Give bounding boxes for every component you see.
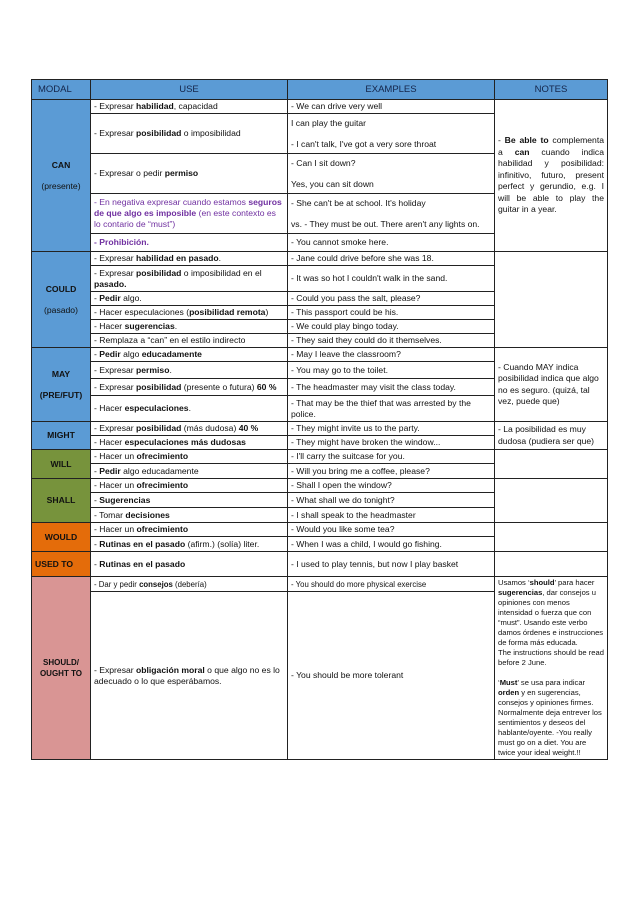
example-cell: - I used to play tennis, but now I play basket — [288, 552, 495, 577]
use-cell: - En negativa expresar cuando estamos seguros de que algo es imposible (en este contexto es lo contario de “must”) — [91, 194, 288, 234]
use-cell: - Hacer especulaciones más dudosas — [91, 436, 288, 450]
header-examples: EXAMPLES — [288, 80, 495, 100]
example-cell: - It was so hot I couldn't walk in the sand. — [288, 266, 495, 292]
example-cell: - They might have broken the window... — [288, 436, 495, 450]
use-cell: - Rutinas en el pasado — [91, 552, 288, 577]
example-cell: I can play the guitar - I can't talk, I've got a very sore throat — [288, 114, 495, 154]
use-cell: - Remplaza a “can” en el estilo indirecto — [91, 334, 288, 348]
use-cell: - Pedir algo. — [91, 292, 288, 306]
use-cell: - Expresar posibilidad o imposibilidad en el pasado. — [91, 266, 288, 292]
use-cell: - Hacer especulaciones. — [91, 396, 288, 422]
modals-table — [31, 79, 608, 760]
example-cell: - We can drive very well — [288, 100, 495, 114]
notes-can: - Be able to complementa a can cuando indica habilidad y posibilidad: infinitivo, futuro, present perfect y gerundio, e.g. I will be able to play the guitar in a year. — [495, 100, 608, 252]
use-cell: - Tomar decisiones — [91, 508, 288, 523]
modal-may-cell — [32, 348, 91, 422]
example-cell: - You cannot smoke here. — [288, 234, 495, 252]
example-cell: - Will you bring me a coffee, please? — [288, 464, 495, 479]
header-modal: MODAL — [32, 80, 91, 100]
example-cell: - Could you pass the salt, please? — [288, 292, 495, 306]
modal-might-cell: MIGHT — [32, 422, 91, 450]
example-cell: - Can I sit down? Yes, you can sit down — [288, 154, 495, 194]
example-cell: - You should do more physical exercise — [288, 577, 495, 592]
table-row — [32, 348, 608, 362]
table-row — [32, 552, 608, 577]
header-notes: NOTES — [495, 80, 608, 100]
example-cell: - You should be more tolerant — [288, 592, 495, 760]
example-cell: - I shall speak to the headmaster — [288, 508, 495, 523]
example-cell: - They might invite us to the party. — [288, 422, 495, 436]
example-cell: - This passport could be his. — [288, 306, 495, 320]
table-row — [32, 450, 608, 464]
notes-may: - Cuando MAY indica posibilidad indica que algo no es seguro. (quizá, tal vez, puede que) — [495, 348, 608, 422]
use-cell: - Hacer especulaciones (posibilidad remota) — [91, 306, 288, 320]
modal-could-cell — [32, 252, 91, 348]
use-cell: - Dar y pedir consejos (debería) — [91, 577, 288, 592]
table-row — [32, 422, 608, 436]
example-cell: - The headmaster may visit the class today. — [288, 379, 495, 396]
notes-might: - La posibilidad es muy dudosa (pudiera ser que) — [495, 422, 608, 450]
example-cell: - Shall I open the window? — [288, 479, 495, 493]
example-cell: - Would you like some tea? — [288, 523, 495, 537]
modal-label: CAN — [51, 159, 71, 170]
example-cell: - That may be the thief that was arrested by the police. — [288, 396, 495, 422]
use-cell: - Expresar habilidad, capacidad — [91, 100, 288, 114]
table-row — [32, 252, 608, 266]
use-cell: - Expresar posibilidad (presente o futura) 60 % — [91, 379, 288, 396]
table-row — [32, 479, 608, 493]
example-cell: - They said they could do it themselves. — [288, 334, 495, 348]
notes-should: Usamos ‘should’ para hacer sugerencias, dar consejos u opiniones con menos intensidad o fuerza que con “must”. Usando este verbo damos órdenes e instrucciones de forma más educada. The instructions should be read before 2 June. ‘Must’ se usa para indicar orden y en sugerencias, consejos y opiniones firmes. Normalmente deja entrever los sentimientos y deseos del hablante/oyente. -You really must go on a diet. You are twice your ideal weight.!! — [495, 577, 608, 760]
use-cell: - Rutinas en el pasado (afirm.) (solía) liter. — [91, 537, 288, 552]
use-cell: - Pedir algo educadamente — [91, 348, 288, 362]
example-cell: - When I was a child, I would go fishing. — [288, 537, 495, 552]
modal-sub: (pasado) — [44, 304, 78, 315]
modal-can-cell — [32, 100, 91, 252]
use-cell: - Expresar habilidad en pasado. — [91, 252, 288, 266]
modal-label: MAY — [51, 368, 71, 379]
example-cell: - She can't be at school. It's holiday vs. - They must be out. There aren't any lights on. — [288, 194, 495, 234]
notes-usedto — [495, 552, 608, 577]
modal-would-cell: WOULD — [32, 523, 91, 552]
use-cell: - Hacer un ofrecimiento — [91, 450, 288, 464]
modal-should-cell: SHOULD/ OUGHT TO — [32, 577, 91, 760]
use-cell: - Hacer un ofrecimiento — [91, 479, 288, 493]
example-cell: - What shall we do tonight? — [288, 493, 495, 508]
use-cell: - Expresar posibilidad (más dudosa) 40 % — [91, 422, 288, 436]
example-cell: - May I leave the classroom? — [288, 348, 495, 362]
use-cell: - Expresar obligación moral o que algo no es lo adecuado o lo que esperábamos. — [91, 592, 288, 760]
notes-would — [495, 523, 608, 552]
use-cell: - Expresar permiso. — [91, 362, 288, 379]
use-cell: - Hacer sugerencias. — [91, 320, 288, 334]
use-cell: - Pedir algo educadamente — [91, 464, 288, 479]
table-row — [32, 100, 608, 114]
example-cell: - We could play bingo today. — [288, 320, 495, 334]
modal-label: COULD — [45, 283, 77, 294]
modal-shall-cell: SHALL — [32, 479, 91, 523]
header-row — [32, 80, 608, 100]
example-cell: - Jane could drive before she was 18. — [288, 252, 495, 266]
notes-shall — [495, 479, 608, 523]
header-use: USE — [91, 80, 288, 100]
use-cell: - Hacer un ofrecimiento — [91, 523, 288, 537]
notes-will — [495, 450, 608, 479]
use-cell: - Prohibición. — [91, 234, 288, 252]
modal-usedto-cell: USED TO — [32, 552, 91, 577]
modal-will-cell: WILL — [32, 450, 91, 479]
table-row — [32, 577, 608, 592]
example-cell: - I'll carry the suitcase for you. — [288, 450, 495, 464]
example-cell: - You may go to the toilet. — [288, 362, 495, 379]
use-cell: - Expresar posibilidad o imposibilidad — [91, 114, 288, 154]
table-row — [32, 523, 608, 537]
notes-could — [495, 252, 608, 348]
use-cell: - Sugerencias — [91, 493, 288, 508]
use-cell: - Expresar o pedir permiso — [91, 154, 288, 194]
modal-sub: (presente) — [41, 180, 81, 191]
modal-sub: (PRE/FUT) — [39, 389, 83, 400]
